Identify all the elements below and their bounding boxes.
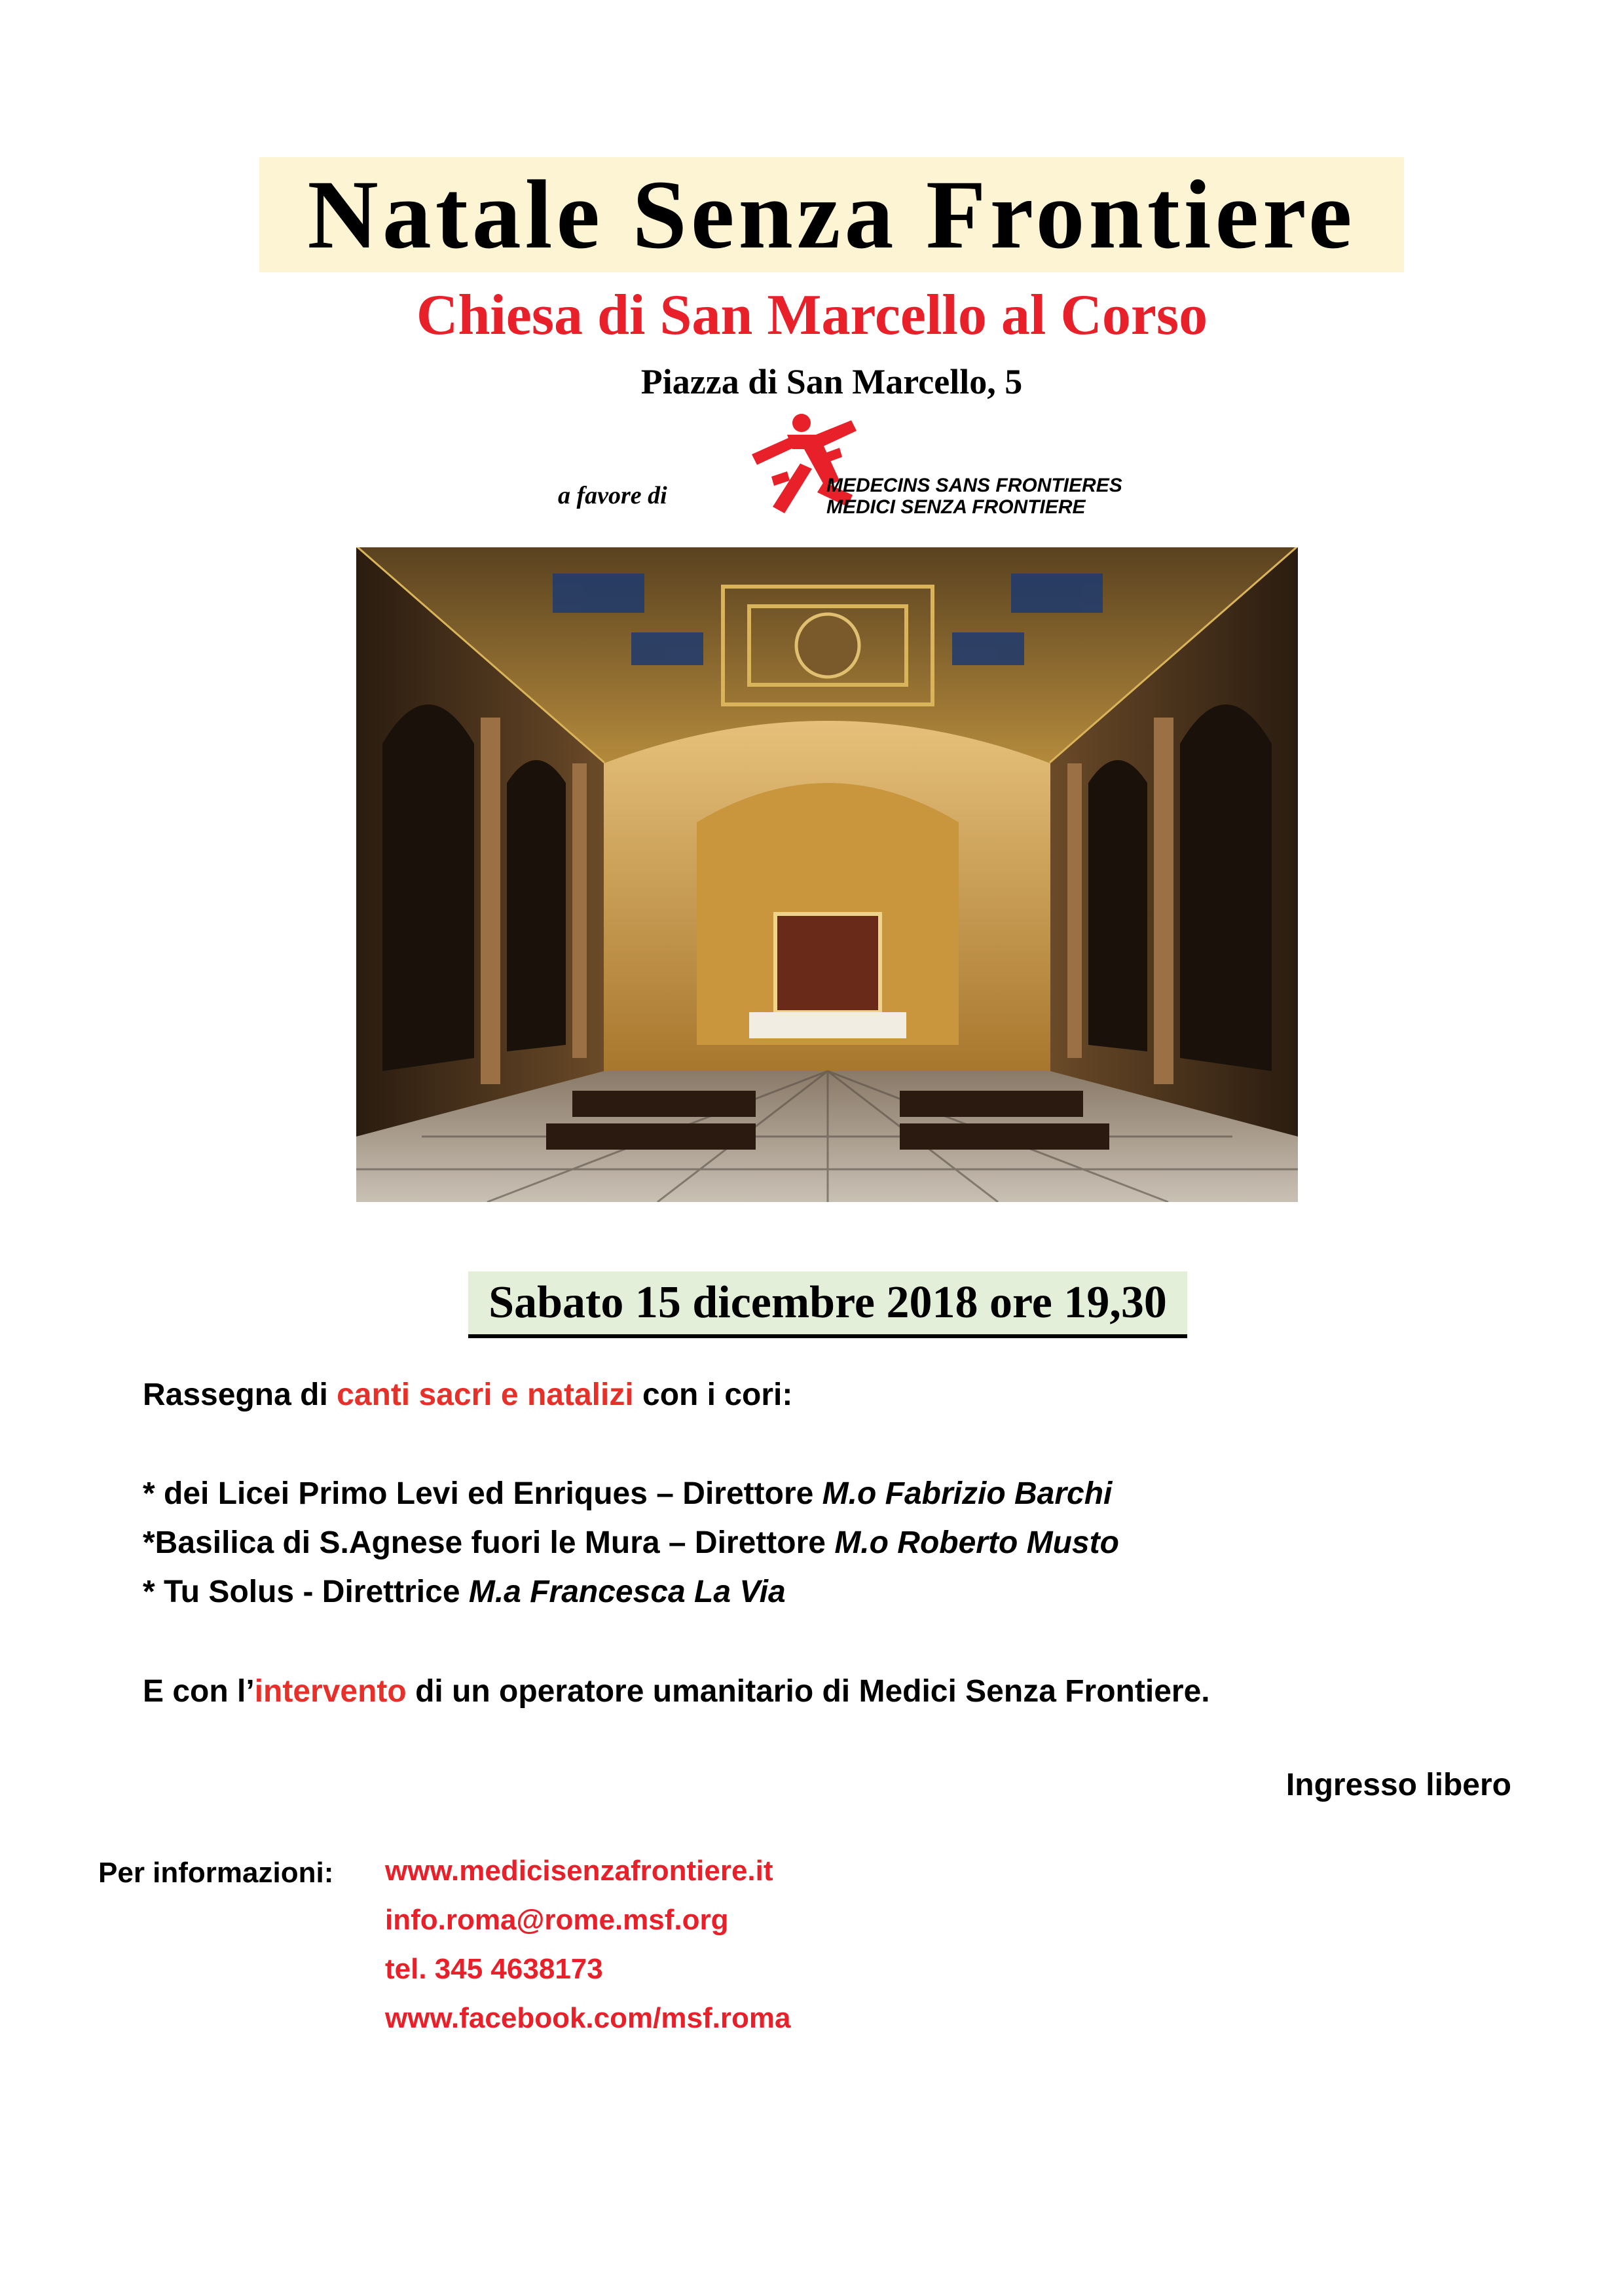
- logo-line-1: MEDECINS SANS FRONTIERES: [826, 475, 1122, 496]
- closing-post: di un operatore umanitario di Medici Senza Frontiere.: [406, 1674, 1210, 1709]
- event-date: Sabato 15 dicembre 2018 ore 19,30: [489, 1277, 1167, 1328]
- church-interior-photo: [356, 547, 1298, 1202]
- program-intro-highlight: canti sacri e natalizi: [337, 1377, 634, 1412]
- page-title: Natale Senza Frontiere: [307, 160, 1356, 269]
- choir-text: * dei Licei Primo Levi ed Enriques – Direttore: [143, 1476, 822, 1511]
- contacts-label: Per informazioni:: [98, 1857, 334, 1889]
- sponsor-intro: a favore di: [558, 482, 667, 509]
- facebook-link[interactable]: www.facebook.com/msf.roma: [385, 2002, 791, 2034]
- program-intro-post: con i cori:: [633, 1377, 793, 1412]
- event-date-banner: [468, 1271, 1187, 1338]
- choir-line: [143, 1478, 1112, 1510]
- msf-logo-text: [826, 475, 1122, 518]
- choir-line: [143, 1527, 1119, 1559]
- program-intro-pre: Rassegna di: [143, 1377, 337, 1412]
- closing-pre: E con l’: [143, 1674, 255, 1709]
- choir-director: M.o Roberto Musto: [834, 1525, 1119, 1560]
- closing-highlight: intervento: [254, 1674, 407, 1709]
- program-intro: [143, 1379, 792, 1411]
- choir-director: M.a Francesca La Via: [468, 1575, 786, 1609]
- entry-note: Ingresso libero: [1285, 1768, 1511, 1802]
- phone-number: tel. 345 4638173: [385, 1953, 603, 1985]
- choir-line: [143, 1576, 786, 1608]
- program-closing: [143, 1676, 1210, 1707]
- website-link[interactable]: www.medicisenzafrontiere.it: [385, 1855, 773, 1887]
- logo-line-2: MEDICI SENZA FRONTIERE: [826, 496, 1086, 518]
- church-name: Chiesa di San Marcello al Corso: [416, 283, 1208, 347]
- choir-text: *Basilica di S.Agnese fuori le Mura – Direttore: [143, 1525, 835, 1560]
- title-banner: [259, 157, 1404, 272]
- choir-director: M.o Fabrizio Barchi: [822, 1476, 1113, 1511]
- email-link[interactable]: info.roma@rome.msf.org: [385, 1904, 729, 1936]
- choir-text: * Tu Solus - Direttrice: [143, 1575, 469, 1609]
- church-address: Piazza di San Marcello, 5: [640, 362, 1023, 401]
